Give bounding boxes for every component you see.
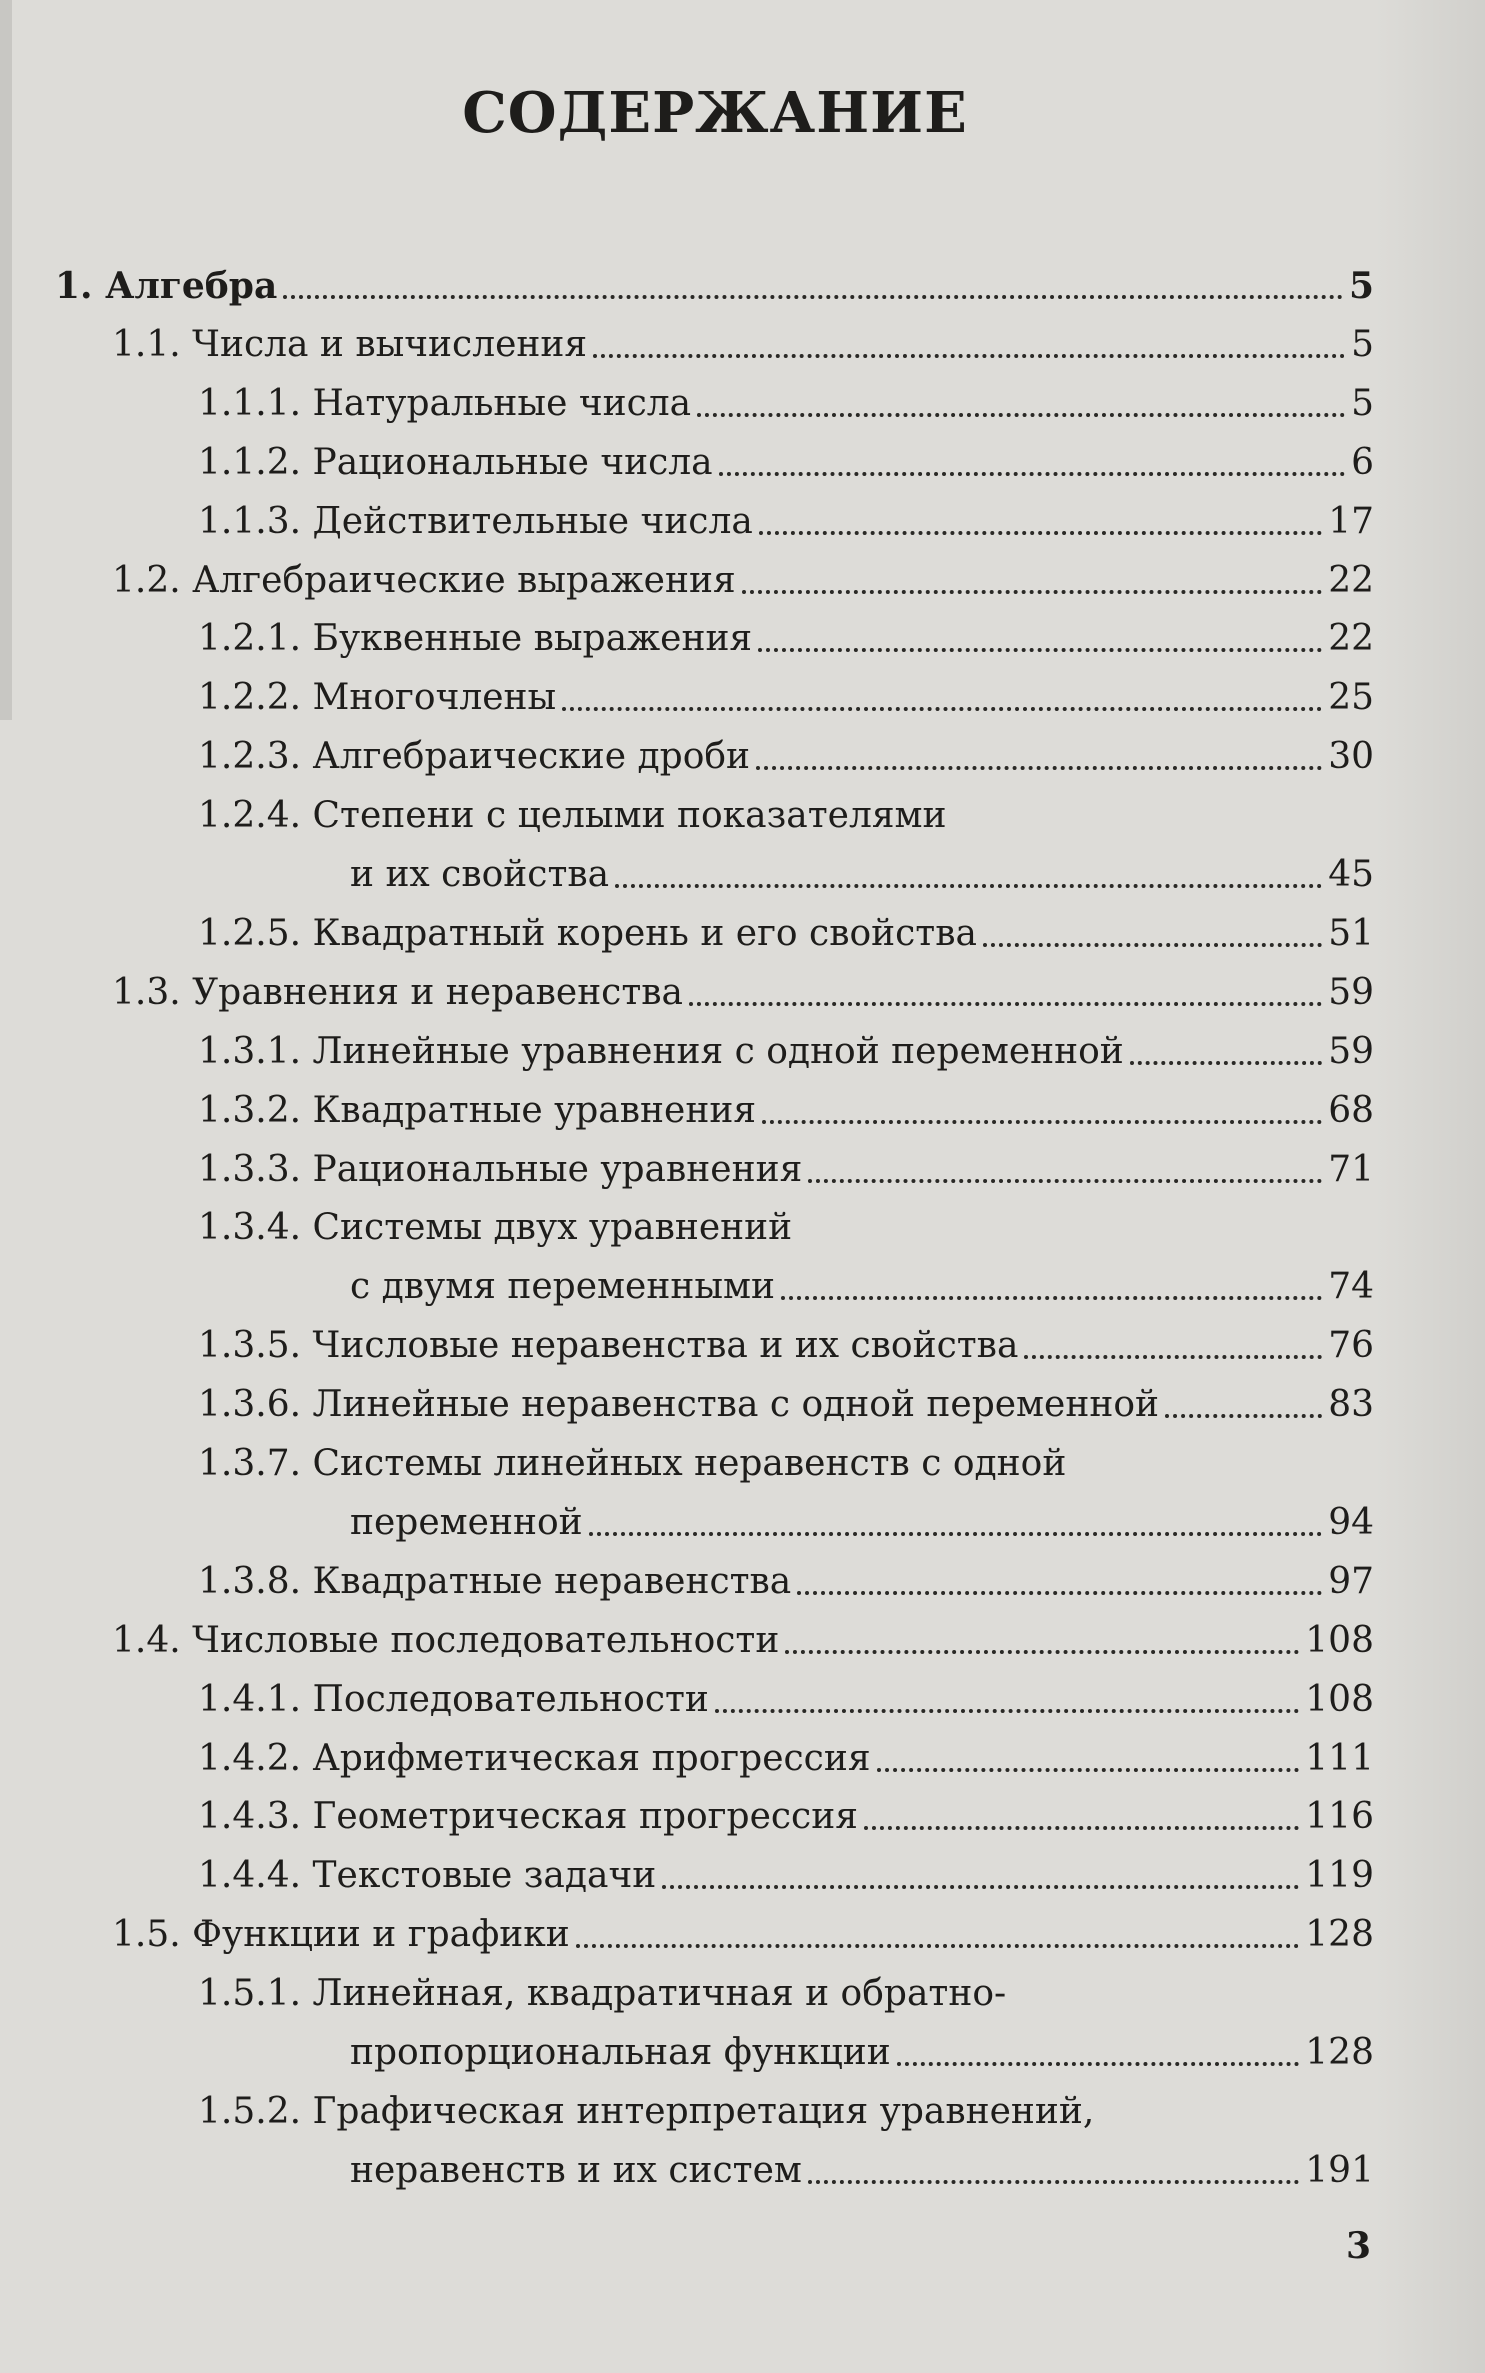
toc-entry-page: 191 (1305, 2149, 1374, 2191)
dot-leader (756, 766, 1322, 770)
toc-entry (112, 316, 1374, 374)
dot-leader (781, 1296, 1322, 1300)
toc-entry (198, 1317, 1374, 1375)
dot-leader (808, 2180, 1299, 2184)
toc-entry-title: Действительные числа (312, 500, 753, 542)
toc-entry (198, 610, 1374, 668)
toc-entry-number: 1.2.3. (198, 736, 313, 778)
toc-entry-number: 1.2.5. (198, 912, 313, 954)
toc-entry-number: 1.3.3. (198, 1148, 313, 1190)
dot-leader (797, 1591, 1322, 1595)
toc-entry-title: Системы линейных неравенств с одной (312, 1443, 1067, 1484)
toc-entry-page: 128 (1305, 1914, 1374, 1956)
toc-entry-title: переменной (350, 1501, 583, 1543)
toc-entry-number: 1.2.4. (198, 795, 313, 837)
toc-entry-page: 51 (1328, 912, 1374, 954)
toc-entry-page: 5 (1348, 265, 1374, 307)
toc-entry (198, 1435, 1374, 1493)
dot-leader (715, 1709, 1299, 1713)
toc-entry (198, 905, 1374, 963)
dot-leader (589, 1532, 1323, 1536)
toc-entry-number: 1.2. (112, 559, 193, 601)
toc-entry-number: 1.2.1. (198, 618, 313, 660)
dot-leader (785, 1650, 1299, 1654)
toc-entry-number: 1.4.1. (198, 1678, 313, 1720)
toc-entry-number: 1.3.1. (198, 1030, 313, 1072)
toc-entry-number: 1.4.4. (198, 1855, 313, 1897)
toc-entry-title: Многочлены (312, 677, 557, 719)
toc-entry-number: 1.4. (112, 1619, 193, 1661)
toc-entry-title: Квадратные уравнения (312, 1089, 757, 1131)
dot-leader (1130, 1061, 1322, 1065)
dot-leader (1165, 1414, 1322, 1418)
toc-entry-page: 94 (1328, 1501, 1374, 1543)
dot-leader (576, 1944, 1300, 1948)
toc-entry-page: 83 (1328, 1384, 1374, 1426)
toc-entry-number: 1. (55, 265, 106, 307)
dot-leader (877, 1768, 1300, 1772)
toc-entry-title: Алгебра (105, 265, 278, 307)
toc-entry-page: 97 (1328, 1560, 1374, 1602)
dot-leader (719, 472, 1345, 476)
toc-entry (198, 1847, 1374, 1905)
toc-entry-number: 1.1. (112, 323, 193, 365)
toc-entry (198, 1082, 1374, 1140)
toc-entry-number: 1.5.1. (198, 1973, 313, 2015)
toc-entry (350, 846, 1374, 904)
dot-leader (615, 884, 1322, 888)
toc-entry (198, 2083, 1374, 2141)
dot-leader (689, 1002, 1322, 1006)
toc-entry-page: 108 (1305, 1619, 1374, 1661)
toc-entry-page: 17 (1328, 500, 1374, 542)
toc-entry-page: 59 (1328, 1030, 1374, 1072)
toc-entry-number: 1.3.6. (198, 1384, 313, 1426)
toc-entry (350, 1494, 1374, 1552)
toc-entry-page: 22 (1328, 618, 1374, 660)
toc-entry (198, 434, 1374, 492)
toc-entry-title: и их свойства (350, 854, 610, 895)
toc-entry-number: 1.3.5. (198, 1325, 313, 1367)
toc-entry-number: 1.2.2. (198, 677, 313, 719)
toc-entry-title: Рациональные уравнения (312, 1148, 803, 1190)
toc-entry (198, 1730, 1374, 1788)
toc-entry-page: 74 (1328, 1266, 1374, 1308)
dot-leader (808, 1179, 1322, 1183)
toc-entry (198, 375, 1374, 433)
toc-entry (198, 1023, 1374, 1081)
dot-leader (283, 295, 1343, 299)
toc-entry-page: 108 (1305, 1678, 1374, 1720)
toc-entry (112, 1612, 1374, 1670)
toc-entry-title: Буквенные выражения (312, 618, 753, 660)
toc-entry-page: 30 (1328, 736, 1374, 778)
toc-entry-title: Арифметическая прогрессия (312, 1737, 871, 1779)
toc-entry-page: 111 (1305, 1737, 1374, 1779)
toc-entry (350, 2142, 1374, 2200)
toc-entry-number: 1.1.3. (198, 500, 313, 542)
toc-entry-page: 76 (1328, 1325, 1374, 1367)
toc-entry-title: Квадратные неравенства (312, 1560, 792, 1602)
dot-leader (758, 648, 1322, 652)
toc-entry-number: 1.3.2. (198, 1089, 313, 1131)
toc-entry-title: Графическая интерпретация уравнений, (312, 2090, 1095, 2132)
toc-entry-page: 116 (1305, 1796, 1374, 1838)
toc-entry-number: 1.3. (112, 971, 193, 1013)
dot-leader (983, 943, 1322, 947)
dot-leader (662, 1885, 1299, 1889)
dot-leader (759, 531, 1322, 535)
toc-entry-title: Функции и графики (192, 1914, 570, 1956)
toc-entry-title: Линейная, квадратичная и обратно- (312, 1973, 1007, 2015)
toc-entry-title: Квадратный корень и его свойства (312, 912, 977, 954)
toc-entry-page: 5 (1351, 323, 1374, 365)
dot-leader (864, 1826, 1299, 1830)
toc-entry (198, 1553, 1374, 1611)
toc-entry (112, 552, 1374, 610)
toc-entry-title: Числовые последовательности (192, 1619, 780, 1661)
toc-entry (198, 1199, 1374, 1257)
toc-entry (198, 728, 1374, 786)
toc-entry-page: 128 (1305, 2032, 1374, 2073)
dot-leader (593, 354, 1345, 358)
toc-entry-number: 1.3.8. (198, 1560, 313, 1602)
toc-entry (198, 787, 1374, 845)
toc-entry-title: пропорциональная функции (350, 2032, 891, 2073)
toc-entry-number: 1.5. (112, 1914, 193, 1956)
toc-entry-title: Алгебраические выражения (192, 559, 736, 601)
toc-entry-number: 1.4.2. (198, 1737, 313, 1779)
toc-entry-title: Уравнения и неравенства (192, 971, 683, 1013)
toc-entry (198, 1141, 1374, 1199)
toc-entry-number: 1.3.7. (198, 1443, 313, 1484)
toc-entry (198, 669, 1374, 727)
toc-entry (55, 257, 1374, 315)
page-number: 3 (1345, 2225, 1371, 2267)
toc-entry-number: 1.5.2. (198, 2090, 313, 2132)
toc-entry-number: 1.1.1. (198, 382, 313, 424)
facing-page-bleed (1375, 0, 1485, 2373)
toc-entry-page: 5 (1351, 382, 1374, 424)
toc-entry-page: 68 (1328, 1089, 1374, 1131)
dot-leader (1024, 1355, 1322, 1359)
toc-entry-title: Линейные неравенства с одной переменной (312, 1384, 1160, 1426)
toc-entry-title: Системы двух уравнений (312, 1207, 793, 1249)
toc-entry-page: 119 (1305, 1855, 1374, 1897)
toc-entry (198, 493, 1374, 551)
toc-entry-number: 1.3.4. (198, 1207, 313, 1249)
toc-entry (112, 1906, 1374, 1964)
toc-entry-page: 59 (1328, 971, 1374, 1013)
toc-entry (198, 1788, 1374, 1846)
toc-entry (112, 964, 1374, 1022)
toc-entry-title: Числа и вычисления (192, 323, 588, 365)
toc-entry-title: Линейные уравнения с одной переменной (312, 1030, 1124, 1072)
toc-entry-title: Числовые неравенства и их свойства (312, 1325, 1019, 1367)
toc-entry-page: 6 (1351, 441, 1374, 483)
toc-entry-number: 1.1.2. (198, 441, 313, 483)
toc-entry-title: с двумя переменными (350, 1266, 775, 1308)
dot-leader (562, 707, 1322, 711)
toc-entry (198, 1671, 1374, 1729)
dot-leader (742, 590, 1323, 594)
toc-entry-title: Натуральные числа (312, 382, 692, 424)
toc-entry-title: Степени с целыми показателями (312, 795, 947, 837)
dot-leader (762, 1120, 1322, 1124)
dot-leader (897, 2062, 1300, 2066)
toc-entry-page: 22 (1328, 559, 1374, 601)
page-title: СОДЕРЖАНИЕ (462, 80, 968, 146)
toc-entry-title: Алгебраические дроби (312, 736, 751, 778)
toc-entry-number: 1.4.3. (198, 1796, 313, 1838)
toc-entry-title: Рациональные числа (312, 441, 713, 483)
toc-entry-title: Текстовые задачи (312, 1855, 657, 1897)
toc-entry (350, 1258, 1374, 1316)
toc-entry (198, 1965, 1374, 2023)
dot-leader (697, 413, 1345, 417)
toc-entry-page: 71 (1328, 1148, 1374, 1190)
toc-entry-title: неравенств и их систем (350, 2149, 802, 2191)
toc-entry (350, 2024, 1374, 2082)
toc-entry-title: Геометрическая прогрессия (312, 1796, 858, 1838)
toc-entry-page: 25 (1328, 677, 1374, 719)
toc-entry (198, 1376, 1374, 1434)
toc-entry-page: 45 (1328, 854, 1374, 895)
toc-entry-title: Последовательности (312, 1678, 709, 1720)
